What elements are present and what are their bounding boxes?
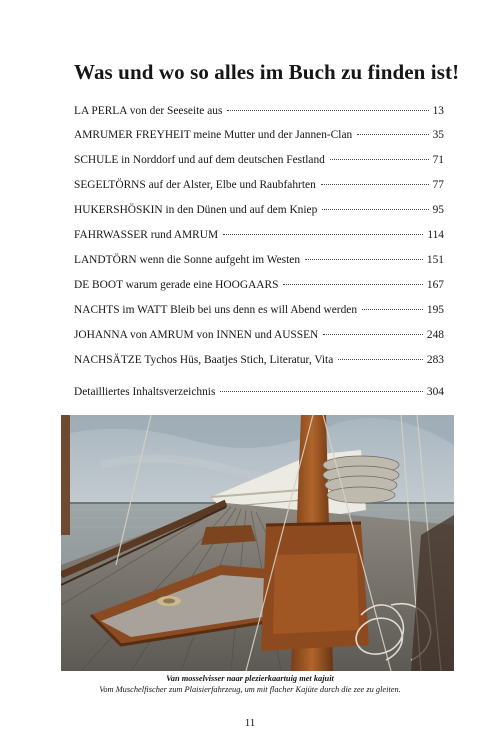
toc-entry <box>74 327 444 343</box>
toc-entry-title: HUKERSHÖSKIN in den Dünen und auf dem Kniep <box>74 204 318 216</box>
toc-entry-page: 151 <box>426 254 444 266</box>
toc-entry-page: 35 <box>432 129 444 141</box>
toc-entry <box>74 277 444 293</box>
dot-leader <box>220 391 423 392</box>
toc-entry-title: NACHTS im WATT Bleib bei uns denn es will Abend werden <box>74 304 358 316</box>
toc-entry-page: 13 <box>432 105 444 117</box>
toc-entry-detail <box>74 384 444 400</box>
photo-caption-dutch: Van mosselvisser naar plezierkaartuig met kajuit <box>166 674 334 683</box>
dot-leader <box>357 134 428 135</box>
dot-leader <box>330 159 429 160</box>
toc-entry <box>74 302 444 318</box>
toc-entry-title: SCHULE in Norddorf und auf dem deutschen Festland <box>74 154 325 166</box>
dot-leader <box>322 209 428 210</box>
toc-entry-title: JOHANNA von AMRUM von INNEN und AUSSEN <box>74 329 319 341</box>
dot-leader <box>283 284 422 285</box>
sailboat-deck-photo <box>61 415 454 671</box>
toc-entry <box>74 177 444 193</box>
page-number: 11 <box>244 717 256 729</box>
toc-entry <box>74 127 444 143</box>
toc-entry <box>74 152 444 168</box>
toc-entry-page: 195 <box>426 304 444 316</box>
toc-entry <box>74 352 444 368</box>
dot-leader <box>362 309 423 310</box>
toc-entry <box>74 252 444 268</box>
toc-entry-title: AMRUMER FREYHEIT meine Mutter und der Jannen-Clan <box>74 129 353 141</box>
toc-entry-title: NACHSÄTZE Tychos Hüs, Baatjes Stich, Literatur, Vita <box>74 354 334 366</box>
toc-entry-page: 95 <box>432 204 444 216</box>
toc-entry-title: LA PERLA von der Seeseite aus <box>74 105 223 117</box>
toc-entry-title: Detailliertes Inhaltsverzeichnis <box>74 386 216 398</box>
page-title: Was und wo so alles im Buch zu finden ist! <box>74 60 460 84</box>
dot-leader <box>323 334 423 335</box>
dot-leader <box>227 110 428 111</box>
dot-leader <box>321 184 429 185</box>
toc-entry-page: 304 <box>426 386 444 398</box>
dot-leader <box>223 234 423 235</box>
toc-entry-page: 167 <box>426 279 444 291</box>
toc-entry-title: LANDTÖRN wenn die Sonne aufgeht im Westen <box>74 254 301 266</box>
toc-entry-title: SEGELTÖRNS auf der Alster, Elbe und Raubfahrten <box>74 179 316 191</box>
toc-entry-page: 71 <box>432 154 444 166</box>
toc-entry-page: 114 <box>427 229 444 241</box>
toc-entry <box>74 202 444 218</box>
toc-entry-page: 77 <box>432 179 444 191</box>
photo-caption-german: Vom Muschelfischer zum Plaisierfahrzeug, um mit flacher Kajüte durch die zee zu gleiten. <box>99 685 401 694</box>
dot-leader <box>305 259 423 260</box>
toc-entry <box>74 227 444 243</box>
dot-leader <box>338 359 423 360</box>
sailboat-deck-illustration <box>61 415 454 671</box>
toc-entry-page: 248 <box>426 329 444 341</box>
toc-entry-page: 283 <box>426 354 444 366</box>
toc-entry-title: DE BOOT warum gerade eine HOOGAARS <box>74 279 279 291</box>
toc-entry <box>74 103 444 119</box>
toc-entry-title: FAHRWASSER rund AMRUM <box>74 229 219 241</box>
